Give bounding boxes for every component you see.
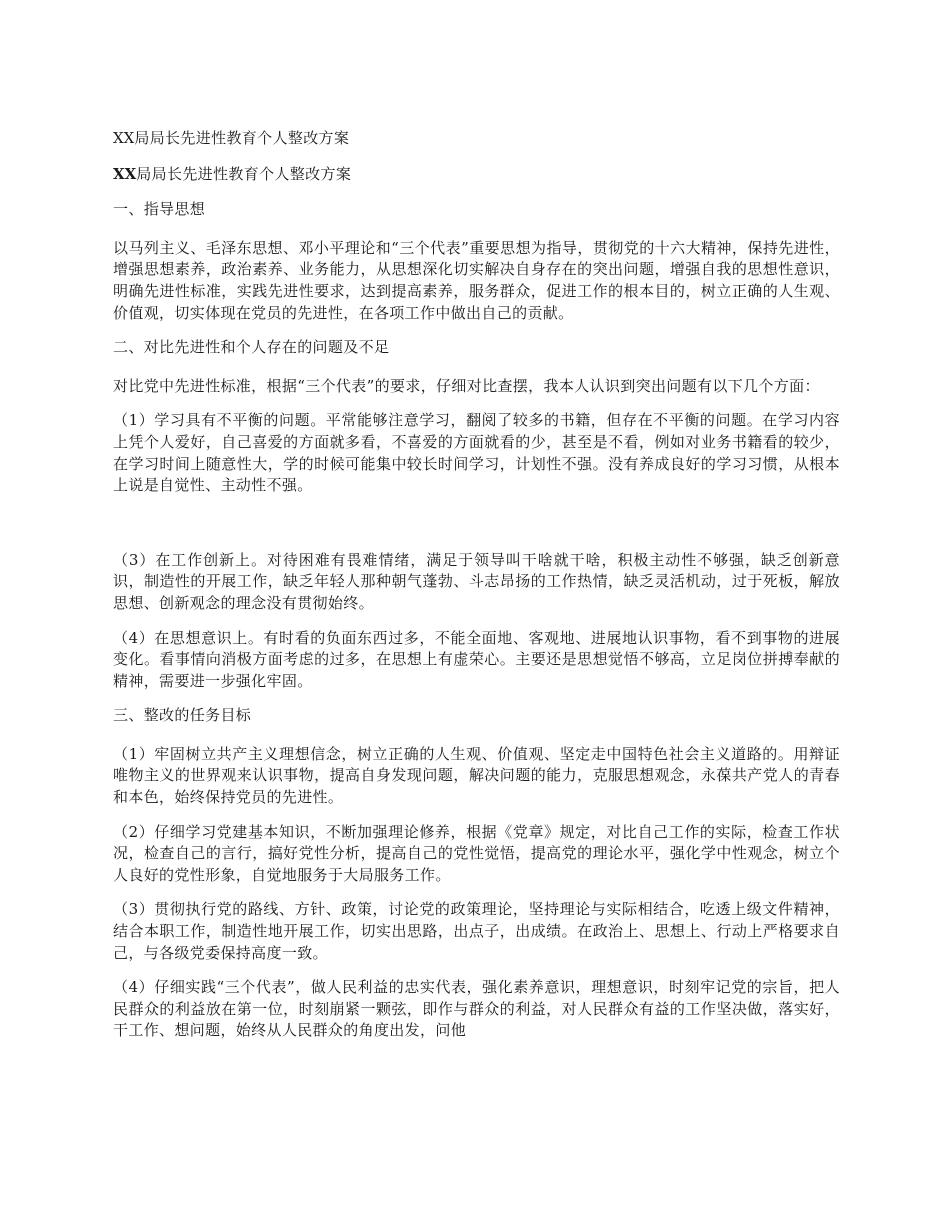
blank-gap xyxy=(113,510,840,550)
paragraph-problem-1: （1）学习具有不平衡的问题。平常能够注意学习，翻阅了较多的书籍，但存在不平衡的问题。在学习内容上凭个人爱好，自己喜爱的方面就多看，不喜爱的方面就看的少，甚至是不看，例如对业务书籍看的较少，在学习时间上随意性大，学的时候可能集中较长时间学习，计划性不强。没有养成良好的学习习惯，从根本上说是自觉性、主动性不强。 xyxy=(113,411,840,495)
paragraph-goal-3: （3）贯彻执行党的路线、方针、政策，讨论党的政策理论，坚持理论与实际相结合，吃透上级文件精神，结合本职工作，制造性地开展工作，切实出思路，出点子，出成绩。在政治上、思想上、行动上严格要求自己，与各级党委保持高度一致。 xyxy=(113,900,840,962)
paragraph-problem-3: （3）在工作创新上。对待困难有畏难情绪，满足于领导叫干啥就干啥，积极主动性不够强，缺乏创新意识，制造性的开展工作，缺乏年轻人那种朝气蓬勃、斗志昂扬的工作热情，缺乏灵活机动，过于死板，解放思想、创新观念的理念没有贯彻始终。 xyxy=(113,550,840,612)
paragraph-goal-4: （4）仔细实践“三个代表”，做人民利益的忠实代表，强化素养意识，理想意识，时刻牢记党的宗旨，把人民群众的利益放在第一位，时刻崩紧一颗弦，即作与群众的利益，对人民群众有益的工作坚决做，落实好，干工作、想问题，始终从人民群众的角度出发，问他 xyxy=(113,978,840,1040)
paragraph-guiding-thought: 以马列主义、毛泽东思想、邓小平理论和“三个代表”重要思想为指导，贯彻党的十六大精神，保持先进性，增强思想素养，政治素养、业务能力，从思想深化切实解决自身存在的突出问题，增强自我的思想性意识，明确先进性标准，实践先进性要求，达到提高素养，服务群众，促进工作的根本目的，树立正确的人生观、价值观，切实体现在党员的先进性，在各项工作中做出自己的贡献。 xyxy=(113,238,840,322)
paragraph-goal-1: （1）牢固树立共产主义理想信念，树立正确的人生观、价值观、坚定走中国特色社会主义道路的。用辩证唯物主义的世界观来认识事物，提高自身发现问题，解决问题的能力，克服思想观念，永葆共产党人的青春和本色，始终保持党员的先进性。 xyxy=(113,744,840,807)
document-title xyxy=(113,128,840,150)
document-subtitle xyxy=(113,164,840,186)
subtitle-prefix: XX xyxy=(113,164,137,183)
section-heading-goals: 三、整改的任务目标 xyxy=(113,706,252,725)
paragraph-problem-4: （4）在思想意识上。有时看的负面东西过多，不能全面地、客观地、进展地认识事物，看不到事物的进展变化。看事情向消极方面考虑的过多，在思想上有虚荣心。主要还是思想觉悟不够高，立足岗位拼搏奉献的精神，需要进一步强化牢固。 xyxy=(113,628,840,690)
paragraph-goal-2: （2）仔细学习党建基本知识，不断加强理论修养，根据《党章》规定，对比自己工作的实际，检查工作状况，检查自己的言行，搞好党性分析，提高自己的党性觉悟，提高党的理论水平，强化学中性观念，树立个人良好的党性形象，自觉地服务于大局服务工作。 xyxy=(113,822,840,884)
title-prefix: XX xyxy=(113,129,135,147)
paragraph-problems-intro: 对比党中先进性标准，根据“三个代表”的要求，仔细对比查摆，我本人认识到突出问题有以下几个方面： xyxy=(113,376,820,395)
document-body xyxy=(113,128,840,1055)
subtitle-text: 局局长先进性教育个人整改方案 xyxy=(136,164,352,183)
section-heading-guiding-thought: 一、指导思想 xyxy=(113,200,206,219)
title-text: 局局长先进性教育个人整改方案 xyxy=(134,129,350,147)
section-heading-problems: 二、对比先进性和个人存在的问题及不足 xyxy=(113,338,390,357)
